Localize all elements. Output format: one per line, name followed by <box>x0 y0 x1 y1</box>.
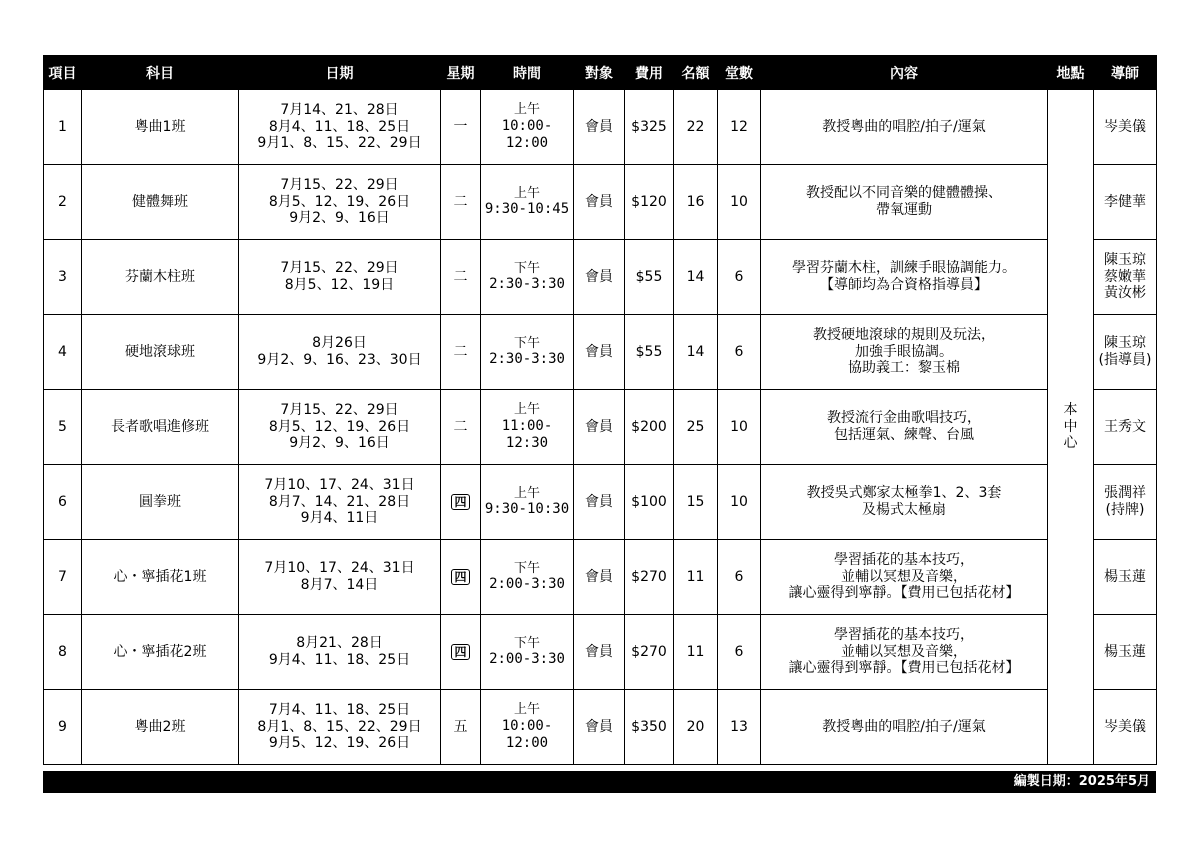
item-number-cell: 8 <box>44 615 82 690</box>
weekday-label: 四 <box>451 569 469 585</box>
content-cell: 教授粵曲的唱腔/拍子/運氣 <box>761 90 1048 165</box>
header-time: 時間 <box>481 56 574 90</box>
weekday-cell <box>441 90 481 165</box>
header-location: 地點 <box>1048 56 1094 90</box>
header-audience: 對象 <box>574 56 625 90</box>
weekday-label: 二 <box>453 418 468 435</box>
time-cell <box>481 540 574 615</box>
lessons-cell: 6 <box>718 240 761 315</box>
quota-cell: 15 <box>674 465 718 540</box>
time-period-label: 上午 <box>513 485 540 501</box>
time-range-label: 10:00-12:00 <box>501 118 553 151</box>
dates-cell: 8月21、28日 9月4、11、18、25日 <box>239 615 441 690</box>
subject-cell: 圓拳班 <box>82 465 239 540</box>
header-quota: 名額 <box>674 56 718 90</box>
tutor-cell: 楊玉蓮 <box>1094 540 1157 615</box>
time-cell <box>481 615 574 690</box>
fee-cell: $120 <box>625 165 674 240</box>
fee-cell: $55 <box>625 240 674 315</box>
time-range-label: 9:30-10:30 <box>484 501 570 518</box>
compiled-date-footer: 編製日期：2025年5月 <box>43 771 1156 793</box>
header-item-no: 項目 <box>44 56 82 90</box>
time-cell <box>481 315 574 390</box>
time-cell <box>481 690 574 765</box>
header-subject: 科目 <box>82 56 239 90</box>
tutor-cell: 楊玉蓮 <box>1094 615 1157 690</box>
fee-cell: $55 <box>625 315 674 390</box>
time-range-label: 2:00-3:30 <box>489 651 565 668</box>
dates-cell: 7月4、11、18、25日 8月1、8、15、22、29日 9月5、12、19、26日 <box>239 690 441 765</box>
time-range-label: 11:00-12:30 <box>501 418 553 451</box>
table-row <box>44 540 1157 615</box>
content-cell: 學習插花的基本技巧， 並輔以冥想及音樂， 讓心靈得到寧靜。【費用已包括花材】 <box>761 615 1048 690</box>
item-number-cell: 3 <box>44 240 82 315</box>
weekday-label: 五 <box>453 718 468 735</box>
subject-cell: 芬蘭木柱班 <box>82 240 239 315</box>
lessons-cell: 6 <box>718 615 761 690</box>
lessons-cell: 10 <box>718 465 761 540</box>
time-period-label: 上午 <box>513 402 540 418</box>
table-row <box>44 315 1157 390</box>
dates-cell: 7月10、17、24、31日 8月7、14日 <box>239 540 441 615</box>
time-range-label: 9:30-10:45 <box>484 201 570 218</box>
item-number-cell: 5 <box>44 390 82 465</box>
quota-cell: 25 <box>674 390 718 465</box>
tutor-cell: 王秀文 <box>1094 390 1157 465</box>
subject-cell: 長者歌唱進修班 <box>82 390 239 465</box>
audience-cell: 會員 <box>574 390 625 465</box>
audience-cell: 會員 <box>574 165 625 240</box>
quota-cell: 16 <box>674 165 718 240</box>
content-cell: 教授粵曲的唱腔/拍子/運氣 <box>761 690 1048 765</box>
weekday-cell <box>441 540 481 615</box>
time-period-label: 上午 <box>513 102 540 118</box>
dates-cell: 7月15、22、29日 8月5、12、19日 <box>239 240 441 315</box>
quota-cell: 11 <box>674 540 718 615</box>
content-cell: 學習插花的基本技巧， 並輔以冥想及音樂， 讓心靈得到寧靜。【費用已包括花材】 <box>761 540 1048 615</box>
item-number-cell: 2 <box>44 165 82 240</box>
table-row <box>44 90 1157 165</box>
content-cell: 教授配以不同音樂的健體體操、 帶氧運動 <box>761 165 1048 240</box>
audience-cell: 會員 <box>574 240 625 315</box>
subject-cell: 硬地滾球班 <box>82 315 239 390</box>
quota-cell: 20 <box>674 690 718 765</box>
lessons-cell: 6 <box>718 315 761 390</box>
weekday-cell <box>441 165 481 240</box>
item-number-cell: 6 <box>44 465 82 540</box>
content-cell: 教授吳式鄭家太極拳1、2、3套 及楊式太極扇 <box>761 465 1048 540</box>
dates-cell: 7月10、17、24、31日 8月7、14、21、28日 9月4、11日 <box>239 465 441 540</box>
lessons-cell: 10 <box>718 390 761 465</box>
time-cell <box>481 165 574 240</box>
content-cell: 教授流行金曲歌唱技巧， 包括運氣、練聲、台風 <box>761 390 1048 465</box>
dates-cell: 7月14、21、28日 8月4、11、18、25日 9月1、8、15、22、29日 <box>239 90 441 165</box>
dates-cell: 8月26日 9月2、9、16、23、30日 <box>239 315 441 390</box>
tutor-cell: 岑美儀 <box>1094 690 1157 765</box>
fee-cell: $350 <box>625 690 674 765</box>
fee-cell: $100 <box>625 465 674 540</box>
table-row <box>44 390 1157 465</box>
weekday-label: 四 <box>451 494 469 510</box>
fee-cell: $325 <box>625 90 674 165</box>
time-cell <box>481 390 574 465</box>
tutor-cell: 陳玉琼 (指導員) <box>1094 315 1157 390</box>
weekday-cell <box>441 690 481 765</box>
audience-cell: 會員 <box>574 465 625 540</box>
time-range-label: 2:30-3:30 <box>489 276 565 293</box>
weekday-cell <box>441 240 481 315</box>
table-header-row <box>44 56 1157 90</box>
tutor-cell: 李健華 <box>1094 165 1157 240</box>
header-weekday: 星期 <box>441 56 481 90</box>
subject-cell: 心・寧插花1班 <box>82 540 239 615</box>
dates-cell: 7月15、22、29日 8月5、12、19、26日 9月2、9、16日 <box>239 390 441 465</box>
header-fee: 費用 <box>625 56 674 90</box>
quota-cell: 14 <box>674 240 718 315</box>
item-number-cell: 4 <box>44 315 82 390</box>
item-number-cell: 9 <box>44 690 82 765</box>
weekday-cell <box>441 465 481 540</box>
quota-cell: 22 <box>674 90 718 165</box>
dates-cell: 7月15、22、29日 8月5、12、19、26日 9月2、9、16日 <box>239 165 441 240</box>
subject-cell: 健體舞班 <box>82 165 239 240</box>
fee-cell: $200 <box>625 390 674 465</box>
table-row <box>44 240 1157 315</box>
content-cell: 教授硬地滾球的規則及玩法， 加強手眼協調。 協助義工：黎玉棉 <box>761 315 1048 390</box>
time-range-label: 10:00-12:00 <box>501 718 553 751</box>
weekday-label: 二 <box>453 343 468 360</box>
tutor-cell: 張潤祥 (持牌) <box>1094 465 1157 540</box>
subject-cell: 粵曲2班 <box>82 690 239 765</box>
header-content: 內容 <box>761 56 1048 90</box>
subject-cell: 粵曲1班 <box>82 90 239 165</box>
fee-cell: $270 <box>625 615 674 690</box>
time-period-label: 下午 <box>513 260 540 276</box>
weekday-cell <box>441 615 481 690</box>
weekday-cell <box>441 315 481 390</box>
header-tutor: 導師 <box>1094 56 1157 90</box>
time-range-label: 2:30-3:30 <box>489 351 565 368</box>
time-period-label: 下午 <box>513 635 540 651</box>
time-range-label: 2:00-3:30 <box>489 576 565 593</box>
lessons-cell: 13 <box>718 690 761 765</box>
lessons-cell: 10 <box>718 165 761 240</box>
audience-cell: 會員 <box>574 690 625 765</box>
table-row <box>44 165 1157 240</box>
quota-cell: 11 <box>674 615 718 690</box>
item-number-cell: 7 <box>44 540 82 615</box>
lessons-cell: 12 <box>718 90 761 165</box>
weekday-label: 二 <box>453 268 468 285</box>
time-cell <box>481 90 574 165</box>
lessons-cell: 6 <box>718 540 761 615</box>
audience-cell: 會員 <box>574 540 625 615</box>
tutor-cell: 岑美儀 <box>1094 90 1157 165</box>
weekday-label: 一 <box>453 118 468 135</box>
content-cell: 學習芬蘭木柱，訓練手眼協調能力。 【導師均為合資格指導員】 <box>761 240 1048 315</box>
weekday-cell <box>441 390 481 465</box>
subject-cell: 心・寧插花2班 <box>82 615 239 690</box>
quota-cell: 14 <box>674 315 718 390</box>
item-number-cell: 1 <box>44 90 82 165</box>
time-cell <box>481 240 574 315</box>
tutor-cell: 陳玉琼 蔡嫩華 黃汝彬 <box>1094 240 1157 315</box>
time-cell <box>481 465 574 540</box>
time-period-label: 下午 <box>513 560 540 576</box>
table-body <box>44 90 1157 765</box>
course-schedule-table <box>43 55 1157 765</box>
time-period-label: 上午 <box>513 702 540 718</box>
location-cell: 本 中 心 <box>1048 90 1094 765</box>
time-period-label: 下午 <box>513 335 540 351</box>
weekday-label: 四 <box>451 644 469 660</box>
header-lessons: 堂數 <box>718 56 761 90</box>
audience-cell: 會員 <box>574 615 625 690</box>
table-row <box>44 465 1157 540</box>
audience-cell: 會員 <box>574 90 625 165</box>
fee-cell: $270 <box>625 540 674 615</box>
weekday-label: 二 <box>453 193 468 210</box>
table-row <box>44 615 1157 690</box>
time-period-label: 上午 <box>513 185 540 201</box>
table-row <box>44 690 1157 765</box>
header-dates: 日期 <box>239 56 441 90</box>
audience-cell: 會員 <box>574 315 625 390</box>
